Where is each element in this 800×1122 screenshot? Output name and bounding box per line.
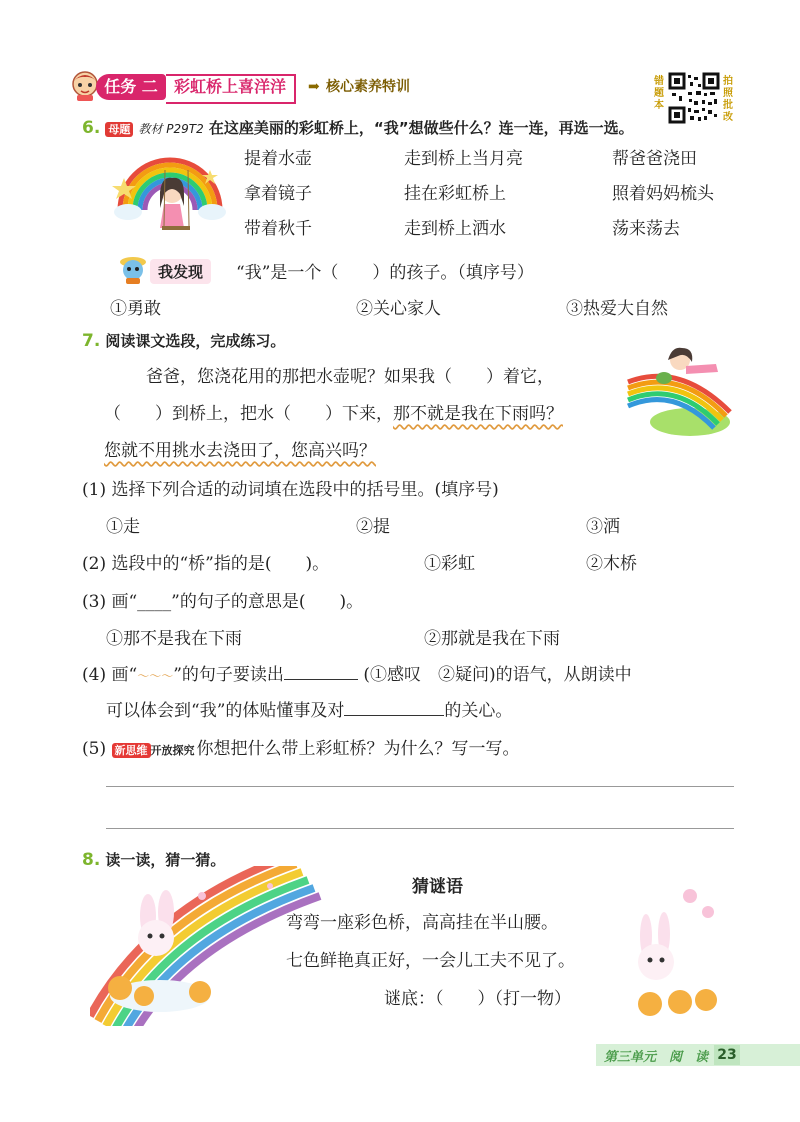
col3-item-1: 帮爸爸浇田 [612, 149, 697, 169]
sub3-option-1: ①那不是我在下雨 [106, 629, 242, 649]
question-number: 8. [82, 850, 101, 870]
sub-question-4-line-2 [106, 696, 512, 721]
side-label-photo-correct: 拍照批改 [723, 76, 733, 123]
sub-question-5 [82, 734, 520, 759]
sub-question-2: (2) 选段中的“桥”指的是( )。 [82, 554, 330, 574]
sub1-option-1: ①走 [106, 517, 140, 537]
question-prompt: 阅读课文选段，完成练习。 [105, 332, 286, 350]
col3-item-3: 荡来荡去 [612, 219, 680, 239]
sub4-text-b: ”的句子要读出 [173, 665, 284, 685]
sub2-option-1: ①彩虹 [424, 554, 475, 574]
sub5-number: (5) [82, 739, 107, 759]
sub-question-4 [82, 660, 632, 685]
passage-line-3 [104, 436, 376, 461]
sub-question-3: (3) 画“____”的句子的意思是( )。 [82, 592, 364, 612]
sub4-text-c: (①感叹 ②疑问)的语气，从朗读中 [363, 665, 632, 685]
passage-line-2-part-a: （ ）到桥上，把水（ ）下来， [104, 404, 393, 424]
col1-item-2: 拿着镜子 [244, 184, 312, 204]
side-label-wrong-book: 错题本 [654, 76, 664, 111]
mother-question-badge: 母题 [105, 122, 133, 137]
sub4-text-a: (4) 画“ [82, 665, 138, 685]
question-prompt: 读一读，猜一猜。 [105, 851, 226, 869]
discover-icon [116, 252, 150, 286]
discover-label: 我发现 [150, 259, 211, 284]
textbook-reference: 教材 P29T2 [138, 122, 204, 136]
answer-blank[interactable] [344, 715, 444, 716]
wavy-underlined-sentence-b: 您就不用挑水去浇田了，您高兴吗？ [104, 441, 376, 461]
girl-on-rainbow-illustration [620, 342, 735, 440]
col2-item-1: 走到桥上当月亮 [404, 149, 523, 169]
riddle-line-2: 七色鲜艳真正好，一会儿工夫不见了。 [286, 951, 575, 971]
sub-question-1: (1) 选择下列合适的动词填在选段中的括号里。(填序号) [82, 480, 499, 500]
col2-item-2: 挂在彩虹桥上 [404, 184, 506, 204]
question-number: 6. [82, 118, 101, 138]
task-title: 彩虹桥上喜洋洋 [166, 74, 296, 104]
col1-item-3: 带着秋千 [244, 219, 312, 239]
option-1: ①勇敢 [110, 299, 161, 319]
option-3: ③热爱大自然 [566, 299, 668, 319]
passage-line-1: 爸爸，您浇花用的那把水壶呢？如果我（ ）着它， [146, 367, 554, 387]
arrow-right-icon: ➡ [308, 79, 320, 95]
section-tag: 核心素养特训 [326, 79, 410, 95]
riddle-line-1: 弯弯一座彩色桥，高高挂在半山腰。 [286, 913, 558, 933]
sub2-option-2: ②木桥 [586, 554, 637, 574]
discover-text: “我”是一个（ ）的孩子。（填序号） [236, 263, 534, 283]
question-6-heading [82, 117, 634, 138]
option-2: ②关心家人 [356, 299, 441, 319]
wavy-underlined-sentence-a: 那不就是我在下雨吗？ [393, 404, 563, 424]
riddle-answer: 谜底：（ ）（打一物） [384, 989, 571, 1009]
writing-line-1[interactable] [106, 786, 734, 787]
col2-item-3: 走到桥上洒水 [404, 219, 506, 239]
question-number: 7. [82, 331, 101, 351]
wavy-mark-sample: ～～～ [137, 669, 174, 683]
writing-line-2[interactable] [106, 828, 734, 829]
riddle-title: 猜谜语 [412, 877, 463, 897]
question-7-heading [82, 330, 285, 351]
task-label: 任务 二 [96, 74, 166, 100]
new-thinking-badge: 新思维 [112, 743, 151, 758]
answer-blank[interactable] [284, 679, 358, 680]
footer-unit: 第三单元 阅 读 [604, 1050, 709, 1065]
sub1-option-3: ③洒 [586, 517, 620, 537]
sub4-line2-text-b: 的关心。 [444, 701, 513, 721]
sub5-text: 你想把什么带上彩虹桥？为什么？写一写。 [196, 739, 520, 759]
qr-code-icon[interactable] [668, 72, 720, 124]
rainbow-girl-illustration [110, 140, 230, 245]
sub3-option-2: ②那就是我在下雨 [424, 629, 560, 649]
passage-line-2 [104, 399, 563, 424]
page-number: 23 [714, 1045, 740, 1065]
sub4-line2-text-a: 可以体会到“我”的体贴懂事及对 [106, 701, 345, 721]
sub1-option-2: ②提 [356, 517, 390, 537]
open-explore-badge: 开放探究 [150, 744, 195, 757]
col3-item-2: 照着妈妈梳头 [612, 184, 714, 204]
question-prompt: 在这座美丽的彩虹桥上，“我”想做些什么？连一连，再选一选。 [208, 119, 634, 137]
col1-item-1: 提着水壶 [244, 149, 312, 169]
